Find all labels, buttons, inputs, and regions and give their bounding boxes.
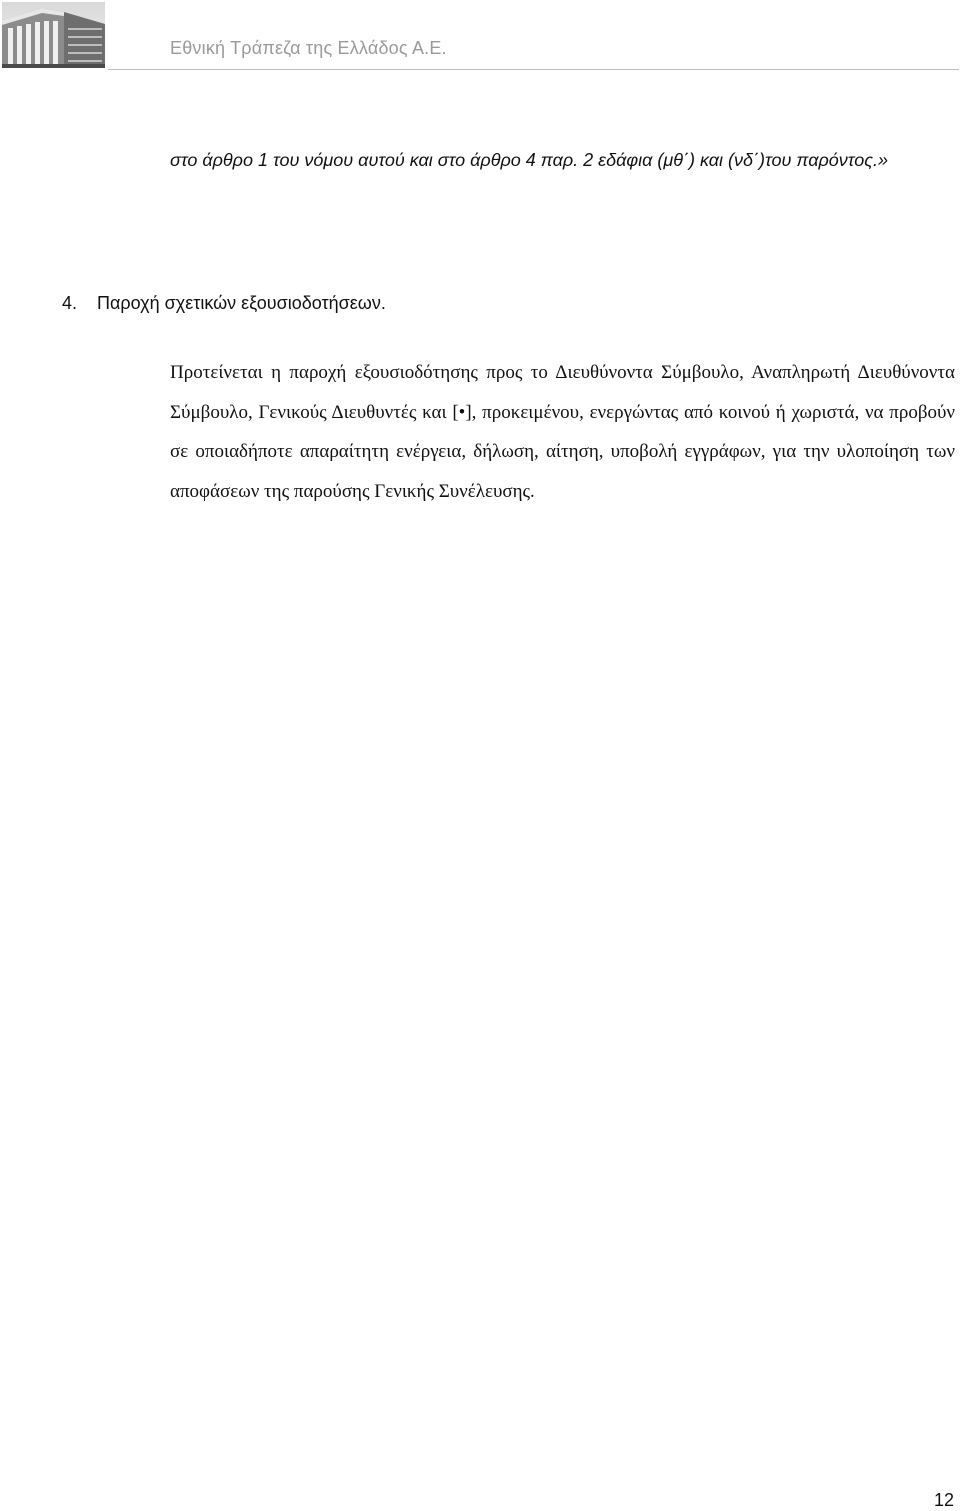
page-header: [0, 0, 960, 72]
section-heading: [62, 293, 386, 314]
section-number: 4.: [62, 293, 78, 313]
header-divider: [108, 69, 959, 70]
section-title: Παροχή σχετικών εξουσιοδοτήσεων.: [97, 293, 386, 313]
bank-building-logo-icon: [2, 2, 105, 68]
quoted-text: στο άρθρο 1 του νόμου αυτού και στο άρθρο 4 παρ. 2 εδάφια (μθ΄) και (νδ΄)του παρόντος.»: [170, 150, 889, 170]
header-title: Εθνική Τράπεζα της Ελλάδος Α.Ε.: [170, 38, 447, 58]
page-number: 12: [933, 1490, 954, 1510]
body-paragraph: Προτείνεται η παροχή εξουσιοδότησης προς το Διευθύνοντα Σύμβουλο, Αναπληρωτή Διευθύνοντα Σύμβουλο, Γενικούς Διευθυντές και [•], προκειμένου, ενεργώντας από κοινού ή χωριστά, να προβούν σε οποιαδήποτε απαραίτητη ενέργεια, δήλωση, αίτηση, υποβολή εγγράφων, για την υλοποίηση των αποφάσεων της παρούσης Γενικής Συνέλευσης.: [170, 362, 955, 502]
